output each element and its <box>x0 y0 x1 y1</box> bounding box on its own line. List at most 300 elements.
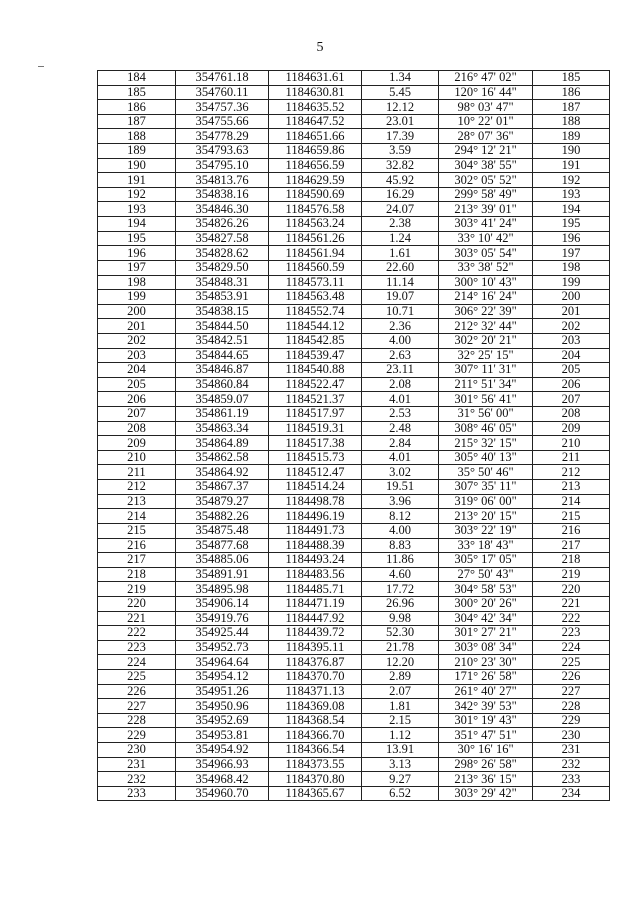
table-row <box>98 290 610 305</box>
distance: 2.38 <box>362 217 439 232</box>
next-point-number: 232 <box>533 757 610 772</box>
next-point-number: 192 <box>533 173 610 188</box>
y-coordinate: 1184563.48 <box>269 290 362 305</box>
y-coordinate: 1184496.19 <box>269 509 362 524</box>
direction-angle: 303° 22' 19" <box>439 523 533 538</box>
next-point-number: 225 <box>533 655 610 670</box>
y-coordinate: 1184659.86 <box>269 144 362 159</box>
next-point-number: 188 <box>533 114 610 129</box>
y-coordinate: 1184447.92 <box>269 611 362 626</box>
next-point-number: 220 <box>533 582 610 597</box>
distance: 9.27 <box>362 772 439 787</box>
x-coordinate: 354953.81 <box>176 728 269 743</box>
table-row <box>98 772 610 787</box>
direction-angle: 294° 12' 21" <box>439 144 533 159</box>
table-row <box>98 217 610 232</box>
y-coordinate: 1184631.61 <box>269 71 362 86</box>
table-row <box>98 421 610 436</box>
y-coordinate: 1184366.70 <box>269 728 362 743</box>
point-number: 197 <box>98 260 176 275</box>
distance: 11.14 <box>362 275 439 290</box>
next-point-number: 223 <box>533 626 610 641</box>
table-row <box>98 626 610 641</box>
table-row <box>98 523 610 538</box>
x-coordinate: 354761.18 <box>176 71 269 86</box>
distance: 45.92 <box>362 173 439 188</box>
x-coordinate: 354795.10 <box>176 158 269 173</box>
distance: 2.84 <box>362 436 439 451</box>
direction-angle: 303° 29' 42" <box>439 786 533 801</box>
direction-angle: 261° 40' 27" <box>439 684 533 699</box>
direction-angle: 171° 26' 58" <box>439 669 533 684</box>
table-row <box>98 363 610 378</box>
distance: 5.45 <box>362 85 439 100</box>
direction-angle: 303° 08' 34" <box>439 640 533 655</box>
direction-angle: 213° 20' 15" <box>439 509 533 524</box>
direction-angle: 304° 38' 55" <box>439 158 533 173</box>
x-coordinate: 354879.27 <box>176 494 269 509</box>
next-point-number: 202 <box>533 319 610 334</box>
x-coordinate: 354867.37 <box>176 480 269 495</box>
distance: 4.00 <box>362 523 439 538</box>
y-coordinate: 1184539.47 <box>269 348 362 363</box>
distance: 19.07 <box>362 290 439 305</box>
distance: 1.24 <box>362 231 439 246</box>
next-point-number: 227 <box>533 684 610 699</box>
distance: 1.34 <box>362 71 439 86</box>
next-point-number: 199 <box>533 275 610 290</box>
margin-mark <box>38 66 44 67</box>
direction-angle: 120° 16' 44" <box>439 85 533 100</box>
point-number: 207 <box>98 407 176 422</box>
x-coordinate: 354838.15 <box>176 304 269 319</box>
x-coordinate: 354813.76 <box>176 173 269 188</box>
distance: 2.63 <box>362 348 439 363</box>
point-number: 215 <box>98 523 176 538</box>
direction-angle: 302° 20' 21" <box>439 333 533 348</box>
point-number: 216 <box>98 538 176 553</box>
point-number: 230 <box>98 743 176 758</box>
distance: 6.52 <box>362 786 439 801</box>
y-coordinate: 1184368.54 <box>269 713 362 728</box>
table-row <box>98 669 610 684</box>
y-coordinate: 1184630.81 <box>269 85 362 100</box>
coordinates-table <box>97 70 610 801</box>
next-point-number: 193 <box>533 187 610 202</box>
y-coordinate: 1184370.80 <box>269 772 362 787</box>
direction-angle: 31° 56' 00" <box>439 407 533 422</box>
direction-angle: 215° 32' 15" <box>439 436 533 451</box>
point-number: 210 <box>98 450 176 465</box>
table-row <box>98 436 610 451</box>
table-row <box>98 538 610 553</box>
direction-angle: 299° 58' 49" <box>439 187 533 202</box>
x-coordinate: 354778.29 <box>176 129 269 144</box>
distance: 21.78 <box>362 640 439 655</box>
distance: 2.36 <box>362 319 439 334</box>
point-number: 231 <box>98 757 176 772</box>
distance: 1.12 <box>362 728 439 743</box>
x-coordinate: 354864.92 <box>176 465 269 480</box>
y-coordinate: 1184573.11 <box>269 275 362 290</box>
point-number: 219 <box>98 582 176 597</box>
next-point-number: 217 <box>533 538 610 553</box>
table-row <box>98 129 610 144</box>
next-point-number: 219 <box>533 567 610 582</box>
next-point-number: 186 <box>533 85 610 100</box>
point-number: 186 <box>98 100 176 115</box>
table-row <box>98 743 610 758</box>
next-point-number: 196 <box>533 231 610 246</box>
x-coordinate: 354863.34 <box>176 421 269 436</box>
x-coordinate: 354827.58 <box>176 231 269 246</box>
point-number: 188 <box>98 129 176 144</box>
point-number: 198 <box>98 275 176 290</box>
y-coordinate: 1184439.72 <box>269 626 362 641</box>
table-row <box>98 450 610 465</box>
point-number: 200 <box>98 304 176 319</box>
table-row <box>98 465 610 480</box>
y-coordinate: 1184365.67 <box>269 786 362 801</box>
x-coordinate: 354828.62 <box>176 246 269 261</box>
y-coordinate: 1184491.73 <box>269 523 362 538</box>
direction-angle: 33° 10' 42" <box>439 231 533 246</box>
x-coordinate: 354950.96 <box>176 699 269 714</box>
y-coordinate: 1184485.71 <box>269 582 362 597</box>
distance: 17.39 <box>362 129 439 144</box>
coordinates-table-body <box>98 71 610 801</box>
direction-angle: 33° 38' 52" <box>439 260 533 275</box>
table-row <box>98 348 610 363</box>
distance: 8.12 <box>362 509 439 524</box>
direction-angle: 305° 17' 05" <box>439 553 533 568</box>
table-row <box>98 655 610 670</box>
point-number: 202 <box>98 333 176 348</box>
table-row <box>98 173 610 188</box>
point-number: 203 <box>98 348 176 363</box>
next-point-number: 211 <box>533 450 610 465</box>
point-number: 212 <box>98 480 176 495</box>
point-number: 205 <box>98 377 176 392</box>
point-number: 204 <box>98 363 176 378</box>
direction-angle: 213° 39' 01" <box>439 202 533 217</box>
distance: 19.51 <box>362 480 439 495</box>
point-number: 226 <box>98 684 176 699</box>
direction-angle: 306° 22' 39" <box>439 304 533 319</box>
distance: 3.02 <box>362 465 439 480</box>
point-number: 217 <box>98 553 176 568</box>
x-coordinate: 354951.26 <box>176 684 269 699</box>
distance: 1.81 <box>362 699 439 714</box>
point-number: 233 <box>98 786 176 801</box>
next-point-number: 205 <box>533 363 610 378</box>
table-row <box>98 304 610 319</box>
distance: 4.01 <box>362 450 439 465</box>
distance: 10.71 <box>362 304 439 319</box>
next-point-number: 190 <box>533 144 610 159</box>
next-point-number: 214 <box>533 494 610 509</box>
y-coordinate: 1184488.39 <box>269 538 362 553</box>
point-number: 220 <box>98 596 176 611</box>
table-row <box>98 85 610 100</box>
next-point-number: 209 <box>533 421 610 436</box>
x-coordinate: 354891.91 <box>176 567 269 582</box>
table-row <box>98 392 610 407</box>
y-coordinate: 1184651.66 <box>269 129 362 144</box>
x-coordinate: 354877.68 <box>176 538 269 553</box>
direction-angle: 28° 07' 36" <box>439 129 533 144</box>
direction-angle: 210° 23' 30" <box>439 655 533 670</box>
next-point-number: 230 <box>533 728 610 743</box>
point-number: 185 <box>98 85 176 100</box>
x-coordinate: 354842.51 <box>176 333 269 348</box>
table-row <box>98 231 610 246</box>
direction-angle: 300° 10' 43" <box>439 275 533 290</box>
point-number: 184 <box>98 71 176 86</box>
direction-angle: 214° 16' 24" <box>439 290 533 305</box>
direction-angle: 98° 03' 47" <box>439 100 533 115</box>
table-row <box>98 728 610 743</box>
next-point-number: 234 <box>533 786 610 801</box>
table-row <box>98 494 610 509</box>
x-coordinate: 354793.63 <box>176 144 269 159</box>
direction-angle: 304° 58' 53" <box>439 582 533 597</box>
x-coordinate: 354860.84 <box>176 377 269 392</box>
y-coordinate: 1184519.31 <box>269 421 362 436</box>
next-point-number: 222 <box>533 611 610 626</box>
table-row <box>98 333 610 348</box>
point-number: 221 <box>98 611 176 626</box>
y-coordinate: 1184561.94 <box>269 246 362 261</box>
table-row <box>98 275 610 290</box>
point-number: 190 <box>98 158 176 173</box>
next-point-number: 224 <box>533 640 610 655</box>
x-coordinate: 354882.26 <box>176 509 269 524</box>
distance: 2.48 <box>362 421 439 436</box>
x-coordinate: 354875.48 <box>176 523 269 538</box>
x-coordinate: 354906.14 <box>176 596 269 611</box>
direction-angle: 303° 05' 54" <box>439 246 533 261</box>
point-number: 195 <box>98 231 176 246</box>
direction-angle: 303° 41' 24" <box>439 217 533 232</box>
point-number: 228 <box>98 713 176 728</box>
table-row <box>98 684 610 699</box>
point-number: 213 <box>98 494 176 509</box>
table-row <box>98 640 610 655</box>
direction-angle: 307° 11' 31" <box>439 363 533 378</box>
y-coordinate: 1184373.55 <box>269 757 362 772</box>
distance: 23.01 <box>362 114 439 129</box>
y-coordinate: 1184552.74 <box>269 304 362 319</box>
x-coordinate: 354755.66 <box>176 114 269 129</box>
direction-angle: 298° 26' 58" <box>439 757 533 772</box>
x-coordinate: 354859.07 <box>176 392 269 407</box>
point-number: 211 <box>98 465 176 480</box>
next-point-number: 218 <box>533 553 610 568</box>
y-coordinate: 1184561.26 <box>269 231 362 246</box>
distance: 52.30 <box>362 626 439 641</box>
x-coordinate: 354954.12 <box>176 669 269 684</box>
y-coordinate: 1184366.54 <box>269 743 362 758</box>
point-number: 229 <box>98 728 176 743</box>
distance: 3.13 <box>362 757 439 772</box>
y-coordinate: 1184514.24 <box>269 480 362 495</box>
y-coordinate: 1184483.56 <box>269 567 362 582</box>
x-coordinate: 354925.44 <box>176 626 269 641</box>
x-coordinate: 354760.11 <box>176 85 269 100</box>
direction-angle: 301° 56' 41" <box>439 392 533 407</box>
next-point-number: 194 <box>533 202 610 217</box>
next-point-number: 226 <box>533 669 610 684</box>
next-point-number: 212 <box>533 465 610 480</box>
distance: 3.59 <box>362 144 439 159</box>
direction-angle: 211° 51' 34" <box>439 377 533 392</box>
table-row <box>98 509 610 524</box>
y-coordinate: 1184371.13 <box>269 684 362 699</box>
y-coordinate: 1184542.85 <box>269 333 362 348</box>
next-point-number: 208 <box>533 407 610 422</box>
direction-angle: 342° 39' 53" <box>439 699 533 714</box>
table-row <box>98 713 610 728</box>
table-row <box>98 699 610 714</box>
x-coordinate: 354861.19 <box>176 407 269 422</box>
x-coordinate: 354964.64 <box>176 655 269 670</box>
y-coordinate: 1184590.69 <box>269 187 362 202</box>
table-row <box>98 377 610 392</box>
y-coordinate: 1184515.73 <box>269 450 362 465</box>
next-point-number: 233 <box>533 772 610 787</box>
direction-angle: 351° 47' 51" <box>439 728 533 743</box>
direction-angle: 307° 35' 11" <box>439 480 533 495</box>
y-coordinate: 1184576.58 <box>269 202 362 217</box>
point-number: 189 <box>98 144 176 159</box>
distance: 4.01 <box>362 392 439 407</box>
x-coordinate: 354952.73 <box>176 640 269 655</box>
table-row <box>98 407 610 422</box>
y-coordinate: 1184563.24 <box>269 217 362 232</box>
point-number: 199 <box>98 290 176 305</box>
x-coordinate: 354885.06 <box>176 553 269 568</box>
next-point-number: 204 <box>533 348 610 363</box>
distance: 2.08 <box>362 377 439 392</box>
distance: 23.11 <box>362 363 439 378</box>
direction-angle: 27° 50' 43" <box>439 567 533 582</box>
point-number: 196 <box>98 246 176 261</box>
direction-angle: 216° 47' 02" <box>439 71 533 86</box>
distance: 4.00 <box>362 333 439 348</box>
next-point-number: 185 <box>533 71 610 86</box>
distance: 26.96 <box>362 596 439 611</box>
table-row <box>98 553 610 568</box>
point-number: 222 <box>98 626 176 641</box>
point-number: 187 <box>98 114 176 129</box>
distance: 3.96 <box>362 494 439 509</box>
next-point-number: 189 <box>533 129 610 144</box>
direction-angle: 304° 42' 34" <box>439 611 533 626</box>
distance: 22.60 <box>362 260 439 275</box>
y-coordinate: 1184376.87 <box>269 655 362 670</box>
direction-angle: 308° 46' 05" <box>439 421 533 436</box>
next-point-number: 213 <box>533 480 610 495</box>
distance: 13.91 <box>362 743 439 758</box>
y-coordinate: 1184540.88 <box>269 363 362 378</box>
distance: 2.53 <box>362 407 439 422</box>
x-coordinate: 354966.93 <box>176 757 269 772</box>
table-row <box>98 567 610 582</box>
next-point-number: 200 <box>533 290 610 305</box>
y-coordinate: 1184521.37 <box>269 392 362 407</box>
distance: 2.15 <box>362 713 439 728</box>
next-point-number: 215 <box>533 509 610 524</box>
table-row <box>98 158 610 173</box>
next-point-number: 228 <box>533 699 610 714</box>
y-coordinate: 1184522.47 <box>269 377 362 392</box>
direction-angle: 212° 32' 44" <box>439 319 533 334</box>
next-point-number: 206 <box>533 377 610 392</box>
distance: 9.98 <box>362 611 439 626</box>
y-coordinate: 1184647.52 <box>269 114 362 129</box>
distance: 12.12 <box>362 100 439 115</box>
table-row <box>98 582 610 597</box>
y-coordinate: 1184498.78 <box>269 494 362 509</box>
point-number: 224 <box>98 655 176 670</box>
x-coordinate: 354848.31 <box>176 275 269 290</box>
point-number: 227 <box>98 699 176 714</box>
next-point-number: 195 <box>533 217 610 232</box>
point-number: 206 <box>98 392 176 407</box>
next-point-number: 229 <box>533 713 610 728</box>
distance: 8.83 <box>362 538 439 553</box>
y-coordinate: 1184517.97 <box>269 407 362 422</box>
point-number: 223 <box>98 640 176 655</box>
distance: 17.72 <box>362 582 439 597</box>
direction-angle: 30° 16' 16" <box>439 743 533 758</box>
point-number: 194 <box>98 217 176 232</box>
distance: 12.20 <box>362 655 439 670</box>
point-number: 192 <box>98 187 176 202</box>
x-coordinate: 354862.58 <box>176 450 269 465</box>
x-coordinate: 354844.50 <box>176 319 269 334</box>
y-coordinate: 1184656.59 <box>269 158 362 173</box>
direction-angle: 10° 22' 01" <box>439 114 533 129</box>
point-number: 209 <box>98 436 176 451</box>
direction-angle: 300° 20' 26" <box>439 596 533 611</box>
point-number: 201 <box>98 319 176 334</box>
distance: 1.61 <box>362 246 439 261</box>
table-row <box>98 114 610 129</box>
point-number: 232 <box>98 772 176 787</box>
x-coordinate: 354954.92 <box>176 743 269 758</box>
distance: 4.60 <box>362 567 439 582</box>
x-coordinate: 354757.36 <box>176 100 269 115</box>
y-coordinate: 1184493.24 <box>269 553 362 568</box>
y-coordinate: 1184560.59 <box>269 260 362 275</box>
direction-angle: 35° 50' 46" <box>439 465 533 480</box>
y-coordinate: 1184395.11 <box>269 640 362 655</box>
direction-angle: 319° 06' 00" <box>439 494 533 509</box>
y-coordinate: 1184369.08 <box>269 699 362 714</box>
next-point-number: 198 <box>533 260 610 275</box>
next-point-number: 221 <box>533 596 610 611</box>
direction-angle: 301° 19' 43" <box>439 713 533 728</box>
next-point-number: 187 <box>533 100 610 115</box>
distance: 32.82 <box>362 158 439 173</box>
x-coordinate: 354844.65 <box>176 348 269 363</box>
distance: 24.07 <box>362 202 439 217</box>
point-number: 191 <box>98 173 176 188</box>
table-row <box>98 319 610 334</box>
table-row <box>98 187 610 202</box>
